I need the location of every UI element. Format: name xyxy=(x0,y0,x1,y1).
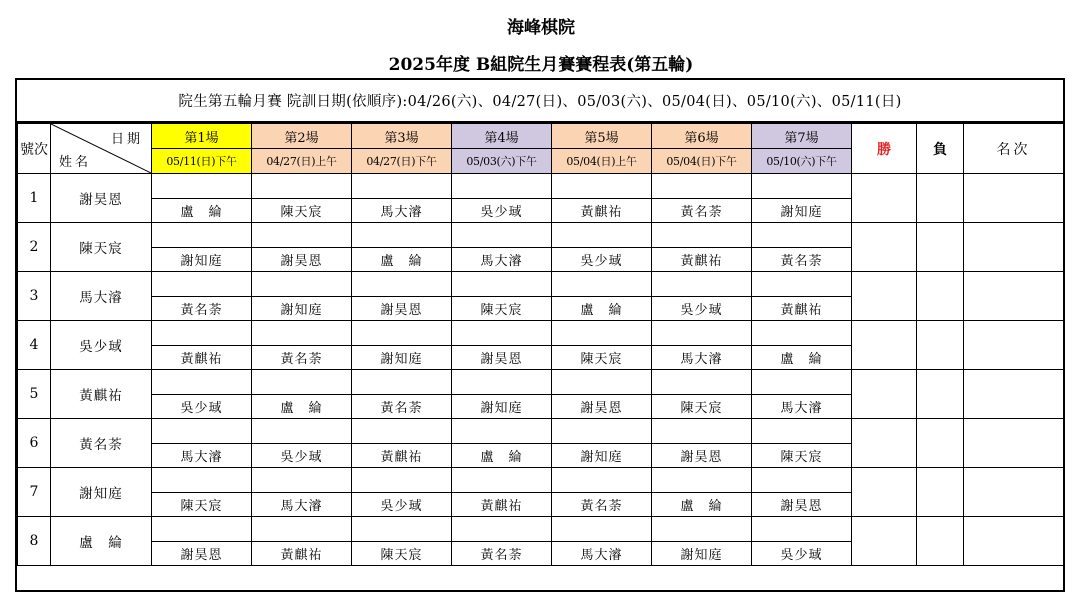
result-cell[interactable] xyxy=(152,272,252,297)
losses-cell[interactable] xyxy=(917,419,964,468)
opponent-name: 謝昊恩 xyxy=(352,297,452,321)
round-label: 第2場 xyxy=(252,124,352,149)
opponent-name: 陳天宸 xyxy=(752,444,852,468)
opponent-name: 吳少琙 xyxy=(352,493,452,517)
training-dates-info: 院生第五輪月賽 院訓日期(依順序):04/26(六)、04/27(日)、05/03(六)、05/04(日)、05/10(六)、05/11(日) xyxy=(17,80,1063,123)
result-cell[interactable] xyxy=(352,517,452,542)
opponent-name: 陳天宸 xyxy=(152,493,252,517)
player-name: 馬大濬 xyxy=(51,272,152,321)
rank-cell[interactable] xyxy=(964,272,1064,321)
round-label: 第1場 xyxy=(152,124,252,149)
header-wins: 勝 xyxy=(852,124,917,174)
wins-cell[interactable] xyxy=(852,468,917,517)
result-cell[interactable] xyxy=(652,468,752,493)
player-number: 4 xyxy=(18,321,51,370)
opponent-name: 黃麒祐 xyxy=(252,542,352,566)
opponent-name: 謝知庭 xyxy=(252,297,352,321)
result-cell[interactable] xyxy=(652,370,752,395)
player-row xyxy=(18,174,1064,199)
result-cell[interactable] xyxy=(252,321,352,346)
opponent-name: 盧 綸 xyxy=(452,444,552,468)
opponent-name: 陳天宸 xyxy=(352,542,452,566)
player-name: 謝知庭 xyxy=(51,468,152,517)
opponent-name: 馬大濬 xyxy=(152,444,252,468)
round-label: 第3場 xyxy=(352,124,452,149)
losses-cell[interactable] xyxy=(917,468,964,517)
result-cell[interactable] xyxy=(652,321,752,346)
opponent-name: 謝昊恩 xyxy=(552,395,652,419)
result-cell[interactable] xyxy=(352,321,452,346)
result-cell[interactable] xyxy=(252,223,352,248)
result-cell[interactable] xyxy=(452,517,552,542)
rank-cell[interactable] xyxy=(964,517,1064,566)
opponent-name: 黃麒祐 xyxy=(352,444,452,468)
opponent-name: 黃名荼 xyxy=(152,297,252,321)
result-cell[interactable] xyxy=(452,223,552,248)
opponent-name: 黃麒祐 xyxy=(152,346,252,370)
result-cell[interactable] xyxy=(452,174,552,199)
result-cell[interactable] xyxy=(252,517,352,542)
result-cell[interactable] xyxy=(252,174,352,199)
result-cell[interactable] xyxy=(652,272,752,297)
result-cell[interactable] xyxy=(452,468,552,493)
result-cell[interactable] xyxy=(752,223,852,248)
rank-cell[interactable] xyxy=(964,370,1064,419)
player-name: 黃名荼 xyxy=(51,419,152,468)
opponent-name: 謝昊恩 xyxy=(652,444,752,468)
schedule-table xyxy=(17,123,1064,566)
result-cell[interactable] xyxy=(452,419,552,444)
rank-cell[interactable] xyxy=(964,174,1064,223)
opponent-name: 馬大濬 xyxy=(352,199,452,223)
opponent-name: 黃名荼 xyxy=(452,542,552,566)
header-name-label: 姓名 xyxy=(59,155,92,170)
opponent-name: 馬大濬 xyxy=(252,493,352,517)
result-cell[interactable] xyxy=(752,272,852,297)
losses-cell[interactable] xyxy=(917,272,964,321)
opponent-name: 陳天宸 xyxy=(652,395,752,419)
round-label: 第4場 xyxy=(452,124,552,149)
round-date: 04/27(日)上午 xyxy=(252,149,352,174)
result-cell[interactable] xyxy=(152,321,252,346)
opponent-name: 謝知庭 xyxy=(552,444,652,468)
result-cell[interactable] xyxy=(352,468,452,493)
wins-cell[interactable] xyxy=(852,370,917,419)
header-losses: 負 xyxy=(917,124,964,174)
result-cell[interactable] xyxy=(152,174,252,199)
result-cell[interactable] xyxy=(752,174,852,199)
player-number: 3 xyxy=(18,272,51,321)
wins-cell[interactable] xyxy=(852,223,917,272)
result-cell[interactable] xyxy=(452,370,552,395)
result-cell[interactable] xyxy=(752,419,852,444)
result-cell[interactable] xyxy=(552,370,652,395)
result-cell[interactable] xyxy=(552,517,652,542)
result-cell[interactable] xyxy=(452,272,552,297)
opponent-name: 馬大濬 xyxy=(452,248,552,272)
result-cell[interactable] xyxy=(652,174,752,199)
result-cell[interactable] xyxy=(552,272,652,297)
result-cell[interactable] xyxy=(752,468,852,493)
result-cell[interactable] xyxy=(252,419,352,444)
opponent-name: 黃名荼 xyxy=(652,199,752,223)
player-name: 盧 綸 xyxy=(51,517,152,566)
result-cell[interactable] xyxy=(252,370,352,395)
opponent-name: 盧 綸 xyxy=(552,297,652,321)
opponent-name: 吳少琙 xyxy=(452,199,552,223)
result-cell[interactable] xyxy=(652,419,752,444)
player-row xyxy=(18,272,1064,297)
opponent-name: 黃名荼 xyxy=(252,346,352,370)
rank-cell[interactable] xyxy=(964,468,1064,517)
opponent-name: 陳天宸 xyxy=(252,199,352,223)
round-date: 05/11(日)下午 xyxy=(152,149,252,174)
round-label: 第5場 xyxy=(552,124,652,149)
result-cell[interactable] xyxy=(352,174,452,199)
rank-cell[interactable] xyxy=(964,321,1064,370)
result-cell[interactable] xyxy=(552,468,652,493)
result-cell[interactable] xyxy=(352,223,452,248)
schedule-subtitle: 2025年度 B組院生月賽賽程表(第五輪) xyxy=(388,55,694,75)
player-row xyxy=(18,321,1064,346)
opponent-name: 黃名荼 xyxy=(752,248,852,272)
opponent-name: 黃名荼 xyxy=(552,493,652,517)
round-date: 05/04(日)下午 xyxy=(652,149,752,174)
result-cell[interactable] xyxy=(452,321,552,346)
result-cell[interactable] xyxy=(152,468,252,493)
wins-cell[interactable] xyxy=(852,272,917,321)
schedule-sheet xyxy=(15,78,1065,592)
player-name: 謝昊恩 xyxy=(51,174,152,223)
rank-cell[interactable] xyxy=(964,419,1064,468)
opponent-name: 謝昊恩 xyxy=(252,248,352,272)
player-number: 8 xyxy=(18,517,51,566)
player-row xyxy=(18,468,1064,493)
round-date: 05/04(日)上午 xyxy=(552,149,652,174)
opponent-name: 吳少琙 xyxy=(652,297,752,321)
losses-cell[interactable] xyxy=(917,517,964,566)
opponent-name: 謝知庭 xyxy=(452,395,552,419)
header-number: 號次 xyxy=(18,124,51,174)
result-cell[interactable] xyxy=(152,419,252,444)
result-cell[interactable] xyxy=(352,272,452,297)
opponent-name: 謝知庭 xyxy=(152,248,252,272)
result-cell[interactable] xyxy=(552,321,652,346)
result-cell[interactable] xyxy=(652,223,752,248)
opponent-name: 陳天宸 xyxy=(552,346,652,370)
round-label: 第7場 xyxy=(752,124,852,149)
opponent-name: 黃麒祐 xyxy=(652,248,752,272)
opponent-name: 盧 綸 xyxy=(352,248,452,272)
opponent-name: 謝知庭 xyxy=(352,346,452,370)
player-name: 吳少琙 xyxy=(51,321,152,370)
opponent-name: 謝昊恩 xyxy=(152,542,252,566)
opponent-name: 謝昊恩 xyxy=(752,493,852,517)
opponent-name: 馬大濬 xyxy=(552,542,652,566)
wins-cell[interactable] xyxy=(852,174,917,223)
result-cell[interactable] xyxy=(352,419,452,444)
round-date: 05/03(六)下午 xyxy=(452,149,552,174)
result-cell[interactable] xyxy=(152,223,252,248)
opponent-name: 黃名荼 xyxy=(352,395,452,419)
opponent-name: 黃麒祐 xyxy=(452,493,552,517)
opponent-name: 吳少琙 xyxy=(752,542,852,566)
losses-cell[interactable] xyxy=(917,174,964,223)
result-cell[interactable] xyxy=(152,517,252,542)
result-cell[interactable] xyxy=(252,468,352,493)
opponent-name: 盧 綸 xyxy=(652,493,752,517)
wins-cell[interactable] xyxy=(852,419,917,468)
player-row xyxy=(18,517,1064,542)
result-cell[interactable] xyxy=(552,174,652,199)
player-number: 2 xyxy=(18,223,51,272)
opponent-name: 陳天宸 xyxy=(452,297,552,321)
wins-cell[interactable] xyxy=(852,517,917,566)
opponent-name: 吳少琙 xyxy=(552,248,652,272)
result-cell[interactable] xyxy=(752,370,852,395)
opponent-name: 馬大濬 xyxy=(652,346,752,370)
result-cell[interactable] xyxy=(652,517,752,542)
result-cell[interactable] xyxy=(752,517,852,542)
header-rank: 名次 xyxy=(964,124,1064,174)
losses-cell[interactable] xyxy=(917,223,964,272)
result-cell[interactable] xyxy=(752,321,852,346)
opponent-name: 盧 綸 xyxy=(152,199,252,223)
player-number: 5 xyxy=(18,370,51,419)
result-cell[interactable] xyxy=(552,419,652,444)
header-row-rounds xyxy=(18,124,1064,149)
header-date-label: 日期 xyxy=(110,132,143,147)
opponent-name: 吳少琙 xyxy=(152,395,252,419)
opponent-name: 盧 綸 xyxy=(252,395,352,419)
opponent-name: 馬大濬 xyxy=(752,395,852,419)
opponent-name: 黃麒祐 xyxy=(752,297,852,321)
losses-cell[interactable] xyxy=(917,370,964,419)
opponent-name: 吳少琙 xyxy=(252,444,352,468)
player-row xyxy=(18,223,1064,248)
header-diagonal-cell xyxy=(51,124,152,174)
opponent-name: 黃麒祐 xyxy=(552,199,652,223)
result-cell[interactable] xyxy=(252,272,352,297)
opponent-name: 盧 綸 xyxy=(752,346,852,370)
losses-cell[interactable] xyxy=(917,321,964,370)
opponent-name: 謝知庭 xyxy=(752,199,852,223)
rank-cell[interactable] xyxy=(964,223,1064,272)
result-cell[interactable] xyxy=(552,223,652,248)
result-cell[interactable] xyxy=(352,370,452,395)
player-name: 黃麒祐 xyxy=(51,370,152,419)
player-row xyxy=(18,419,1064,444)
round-date: 05/10(六)下午 xyxy=(752,149,852,174)
player-number: 1 xyxy=(18,174,51,223)
opponent-name: 謝昊恩 xyxy=(452,346,552,370)
round-date: 04/27(日)下午 xyxy=(352,149,452,174)
opponent-name: 謝知庭 xyxy=(652,542,752,566)
result-cell[interactable] xyxy=(152,370,252,395)
player-name: 陳天宸 xyxy=(51,223,152,272)
wins-cell[interactable] xyxy=(852,321,917,370)
round-label: 第6場 xyxy=(652,124,752,149)
page-title: 海峰棋院 xyxy=(507,18,575,38)
player-number: 7 xyxy=(18,468,51,517)
player-number: 6 xyxy=(18,419,51,468)
player-row xyxy=(18,370,1064,395)
